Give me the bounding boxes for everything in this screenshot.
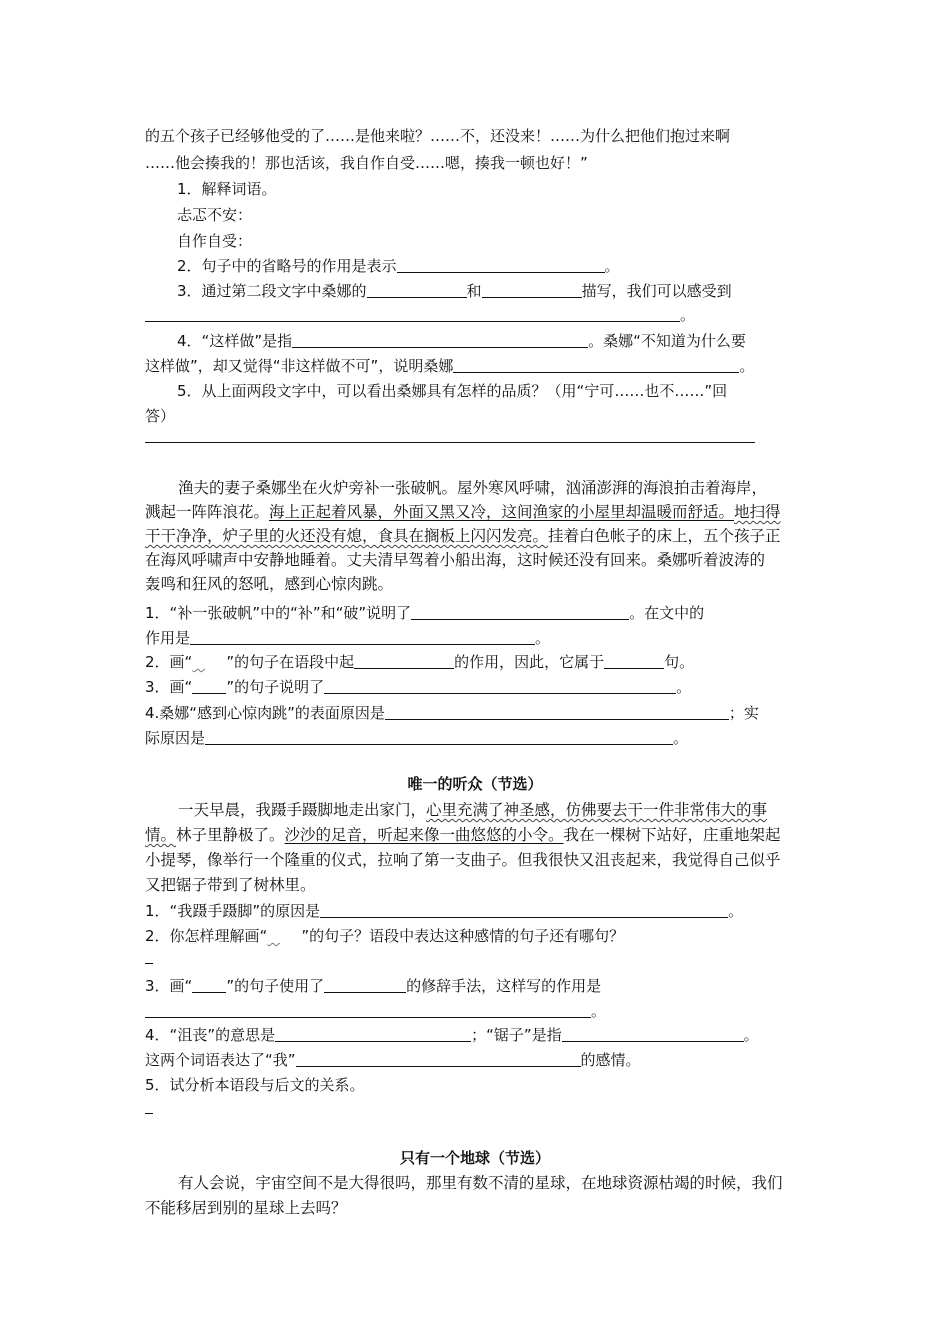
section-title-only-listener: 唯一的听众（节选）: [407, 775, 543, 793]
question-text: 3．画“: [145, 977, 193, 995]
passage-text: 挂着白色帐子的床上，五个孩子正: [548, 527, 781, 545]
s3-passage-line-2: [145, 825, 781, 845]
answer-blank[interactable]: [324, 678, 676, 694]
question-text: 3．画“: [145, 678, 193, 696]
question-text: ”的句子在语段中起: [226, 653, 355, 671]
answer-mark[interactable]: [145, 1113, 153, 1114]
underlined-sentence: 沙沙的足音，听起来像一曲悠悠的小令。: [284, 826, 564, 844]
question-text: ”的句子说明了: [226, 678, 325, 696]
s3-question-3: [145, 976, 601, 996]
question-punct: 。: [604, 257, 620, 275]
s3-passage-line-1: [178, 800, 767, 820]
question-text: 的修辞手法，这样写的作用是: [406, 977, 602, 995]
question-text: 1．“补一张破帆”中的“补”和“破”说明了: [145, 604, 412, 622]
s3-question-3-continuation: [145, 1001, 606, 1021]
section-title-only-one-earth: 只有一个地球（节选）: [399, 1149, 550, 1167]
wavy-underlined-sentence: 干干净净，炉子里的火还没有熄，食具在搁板上闪闪发亮。: [145, 527, 549, 545]
s3-question-2: [145, 926, 624, 946]
question-text: ；实: [728, 704, 759, 722]
question-text: 句。: [664, 653, 695, 671]
question-2: [177, 256, 620, 276]
answer-blank[interactable]: [411, 604, 629, 620]
passage-line-4: 在海风呼啸声中安静地睡着。丈夫清早驾着小船出海，这时候还没有回来。桑娜听着波涛的: [145, 551, 766, 569]
answer-mark[interactable]: [145, 963, 153, 964]
question-3: [177, 281, 732, 301]
answer-blank[interactable]: [604, 653, 664, 669]
question-text: 际原因是: [145, 729, 206, 747]
s4-passage-line-2: 不能移居到别的星球上去吗？: [145, 1199, 347, 1217]
passage-line-5: 轰鸣和狂风的怒吼，感到心惊肉跳。: [145, 575, 394, 593]
wavy-underlined-sentence: 心里充满了神圣感，仿佛要去干一件非常伟大的事: [426, 801, 768, 819]
answer-blank[interactable]: [205, 729, 673, 745]
question-punct: 。: [743, 1026, 759, 1044]
question-3-continuation: [145, 305, 695, 325]
answer-blank[interactable]: [354, 653, 454, 669]
passage-continuation-line-1: 的五个孩子已经够他受的了……是他来啦？……不，还没来！……为什么把他们抱过来啊: [145, 127, 731, 145]
passage-text: 溅起一阵阵浪花。: [145, 503, 270, 521]
question-text: 4．“沮丧”的意思是: [145, 1026, 276, 1044]
s3-passage-line-4: 又把锯子带到了树林里。: [145, 876, 316, 894]
answer-blank[interactable]: [397, 257, 605, 273]
answer-blank[interactable]: [296, 1051, 581, 1067]
question-5-continuation: 答）: [145, 407, 176, 425]
question-text: 。桑娜“不知道为什么要: [588, 332, 746, 350]
s2-question-3: [145, 677, 691, 697]
question-text: ；“锯子”是指: [471, 1026, 562, 1044]
straight-line-mark: [192, 977, 226, 993]
question-punct: 。: [673, 729, 689, 747]
question-text: 。在文中的: [629, 604, 705, 622]
s3-question-5: 5．试分析本语段与后文的关系。: [145, 1076, 365, 1094]
passage-text: 我在一棵树下站好，庄重地架起: [563, 826, 781, 844]
question-4: [177, 331, 746, 351]
s2-question-1: [145, 603, 704, 623]
underlined-sentence: 海上正起着风暴，外面又黑又冷，这间渔家的小屋里却温暖而舒适。: [269, 503, 735, 521]
passage-text: 一天早晨，我蹑手蹑脚地走出家门，: [178, 801, 427, 819]
question-text: 这两个词语表达了“我”: [145, 1051, 296, 1069]
question-text: 4．“这样做”是指: [177, 332, 293, 350]
passage-continuation-line-2: ……他会揍我的！那也活该，我自作自受……嗯，揍我一顿也好！”: [145, 154, 588, 172]
passage-text: 林子里静极了。: [176, 826, 285, 844]
question-text: 的作用，因此，它属于: [454, 653, 605, 671]
straight-line-mark: [192, 678, 226, 694]
question-punct: 。: [591, 1002, 607, 1020]
s3-question-4: [145, 1025, 759, 1045]
question-text: ”的句子？语段中表达这种感情的句子还有哪句？: [301, 927, 625, 945]
question-text: 2．句子中的省略号的作用是表示: [177, 257, 397, 275]
passage-line-2: [145, 502, 781, 522]
word-entry-2: 自作自受：: [177, 232, 253, 250]
question-1: 1．解释词语。: [177, 180, 277, 198]
answer-blank[interactable]: [324, 977, 406, 993]
wavy-line-mark: [192, 652, 226, 672]
answer-line[interactable]: [145, 442, 755, 443]
answer-blank[interactable]: [482, 282, 582, 298]
s2-question-4-continuation: [145, 728, 688, 748]
s4-passage-line-1: 有人会说，宇宙空间不是大得很吗，那里有数不清的星球，在地球资源枯竭的时候，我们: [178, 1174, 783, 1192]
wavy-line-mark: [267, 926, 301, 946]
question-punct: 。: [676, 678, 692, 696]
question-punct: 。: [535, 629, 551, 647]
question-text: 4.桑娜“感到心惊肉跳”的表面原因是: [145, 704, 385, 722]
answer-blank[interactable]: [385, 704, 729, 720]
question-text: ”的句子使用了: [226, 977, 325, 995]
answer-blank[interactable]: [562, 1026, 744, 1042]
answer-blank[interactable]: [320, 902, 728, 918]
passage-line-1: 渔夫的妻子桑娜坐在火炉旁补一张破帆。屋外寒风呼啸，汹涌澎湃的海浪拍击着海岸，: [178, 479, 768, 497]
answer-blank[interactable]: [292, 332, 588, 348]
word-entry-1: 忐忑不安：: [177, 206, 253, 224]
question-text: 的感情。: [580, 1051, 641, 1069]
s2-question-4: [145, 703, 759, 723]
question-5: 5．从上面两段文字中，可以看出桑娜具有怎样的品质？（用“宁可……也不……”回: [177, 382, 728, 400]
wavy-underlined-sentence: 情。: [145, 826, 177, 844]
answer-blank[interactable]: [145, 306, 680, 322]
wavy-underlined-sentence: 地扫得: [734, 503, 781, 521]
question-text: 2．你怎样理解画“: [145, 927, 268, 945]
question-text: 作用是: [145, 629, 191, 647]
question-text: 3．通过第二段文字中桑娜的: [177, 282, 367, 300]
question-text: 2．画“: [145, 653, 193, 671]
question-text: 1．“我蹑手蹑脚”的原因是: [145, 902, 321, 920]
question-text: 描写，我们可以感受到: [581, 282, 732, 300]
passage-line-3: [145, 526, 781, 546]
question-punct: 。: [739, 357, 755, 375]
s3-question-4-continuation: [145, 1050, 641, 1070]
s3-passage-line-3: 小提琴，像举行一个隆重的仪式，拉响了第一支曲子。但我很快又沮丧起来，我觉得自己似乎: [145, 851, 781, 869]
answer-blank[interactable]: [190, 629, 535, 645]
question-text: 和: [466, 282, 482, 300]
s2-question-1-continuation: [145, 628, 550, 648]
answer-blank[interactable]: [275, 1026, 471, 1042]
question-4-continuation: [145, 356, 754, 376]
question-text: 这样做”，却又觉得“非这样做不可”，说明桑娜: [145, 357, 454, 375]
s3-question-1: [145, 901, 743, 921]
question-punct: 。: [680, 306, 696, 324]
question-punct: 。: [728, 902, 744, 920]
answer-blank[interactable]: [145, 1002, 591, 1018]
s2-question-2: [145, 652, 694, 672]
answer-blank[interactable]: [453, 357, 739, 373]
answer-blank[interactable]: [367, 282, 467, 298]
